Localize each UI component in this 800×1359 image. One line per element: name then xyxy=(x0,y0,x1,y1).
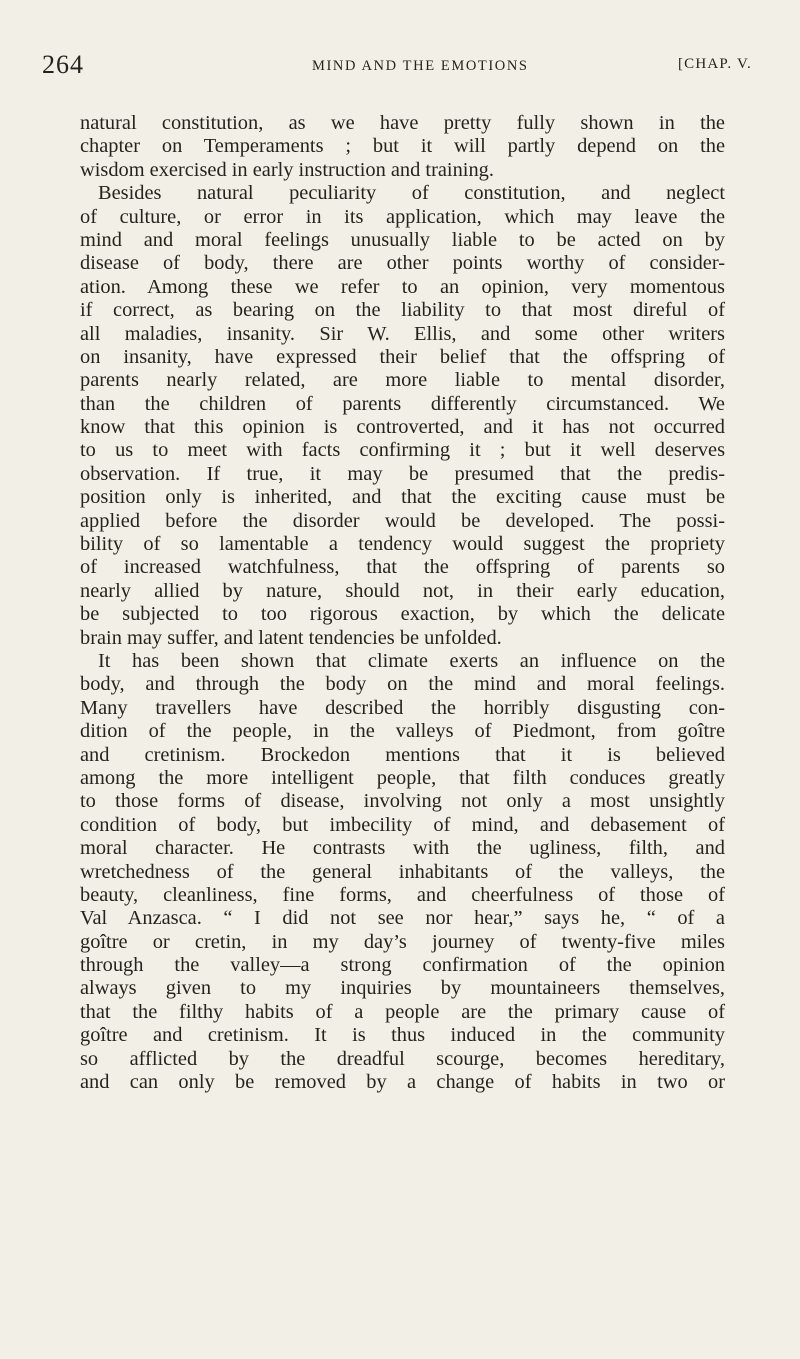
text-line: wretchedness of the general inhabitants of the valleys, the xyxy=(80,860,725,883)
text-line: always given to my inquiries by mountaineers themselves, xyxy=(80,977,725,1000)
text-line: Many travellers have described the horribly disgusting con- xyxy=(80,696,725,719)
text-line: be subjected to too rigorous exaction, by which the delicate xyxy=(80,603,725,626)
text-line: all maladies, insanity. Sir W. Ellis, and some other writers xyxy=(80,322,725,345)
text-line: that the filthy habits of a people are the primary cause of xyxy=(80,1000,725,1023)
chapter-label: [CHAP. V. xyxy=(677,56,752,72)
text-line: bility of so lamentable a tendency would suggest the propriety xyxy=(80,533,725,556)
text-line: among the more intelligent people, that filth conduces greatly xyxy=(80,766,725,789)
text-line: goître and cretinism. It is thus induced in the community xyxy=(80,1024,725,1047)
text-line: moral character. He contrasts with the ugliness, filth, and xyxy=(80,837,725,860)
text-line: through the valley—a strong confirmation of the opinion xyxy=(80,954,725,977)
running-title: MIND AND THE EMOTIONS xyxy=(312,58,529,74)
text-line: know that this opinion is controverted, and it has not occurred xyxy=(80,416,725,439)
text-line: than the children of parents differently circumstanced. We xyxy=(80,392,725,415)
text-line: applied before the disorder would be developed. The possi- xyxy=(80,509,725,532)
text-line: beauty, cleanliness, fine forms, and cheerfulness of those of xyxy=(80,883,725,906)
text-line: ation. Among these we refer to an opinion, very momentous xyxy=(80,275,725,298)
text-line: condition of body, but imbecility of mind, and debasement of xyxy=(80,813,725,836)
text-line: and cretinism. Brockedon mentions that it is believed xyxy=(80,743,725,766)
text-line: body, and through the body on the mind and moral feelings. xyxy=(80,673,725,696)
text-line: parents nearly related, are more liable to mental disorder, xyxy=(80,369,725,392)
text-line: to us to meet with facts confirming it ; but it well deserves xyxy=(80,439,725,462)
text-line: if correct, as bearing on the liability to that most direful of xyxy=(80,299,725,322)
text-line: brain may suffer, and latent tendencies be unfolded. xyxy=(80,626,502,649)
text-line: Val Anzasca. “ I did not see nor hear,” says he, “ of a xyxy=(80,907,725,930)
text-line: to those forms of disease, involving not only a most unsightly xyxy=(80,790,725,813)
text-line: so afflicted by the dreadful scourge, becomes hereditary, xyxy=(80,1047,725,1070)
text-line: of increased watchfulness, that the offspring of parents so xyxy=(80,556,725,579)
text-line: dition of the people, in the valleys of Piedmont, from goître xyxy=(80,720,725,743)
text-line: mind and moral feelings unusually liable to be acted on by xyxy=(80,228,725,251)
text-line: disease of body, there are other points worthy of consider- xyxy=(80,252,725,275)
text-line: nearly allied by nature, should not, in their early education, xyxy=(80,579,725,602)
running-head xyxy=(42,50,760,90)
text-line: It has been shown that climate exerts an influence on the xyxy=(98,649,725,672)
text-line: observation. If true, it may be presumed that the predis- xyxy=(80,462,725,485)
text-line: and can only be removed by a change of habits in two or xyxy=(80,1071,725,1094)
text-line: on insanity, have expressed their belief that the offspring of xyxy=(80,345,725,368)
text-line: wisdom exercised in early instruction and training. xyxy=(80,158,494,181)
text-line: chapter on Temperaments ; but it will partly depend on the xyxy=(80,135,725,158)
text-line: Besides natural peculiarity of constitution, and neglect xyxy=(98,182,725,205)
text-line: position only is inherited, and that the exciting cause must be xyxy=(80,486,725,509)
text-line: goître or cretin, in my day’s journey of twenty-five miles xyxy=(80,930,725,953)
text-line: of culture, or error in its application, which may leave the xyxy=(80,205,725,228)
body-text xyxy=(80,112,725,1094)
page-number: 264 xyxy=(42,50,84,79)
text-line: natural constitution, as we have pretty fully shown in the xyxy=(80,112,725,134)
